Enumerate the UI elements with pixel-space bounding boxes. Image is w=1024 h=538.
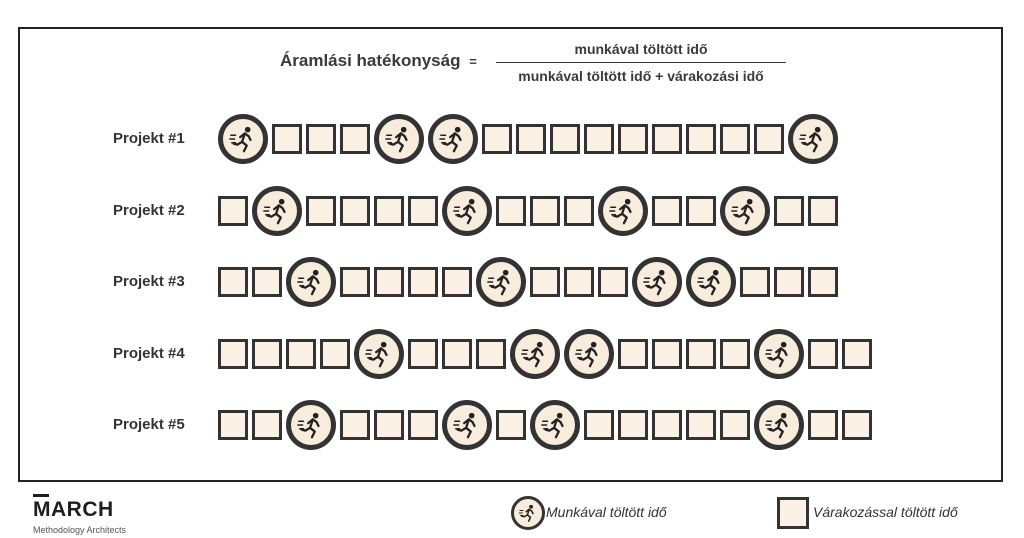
square-icon bbox=[252, 410, 282, 440]
square-icon bbox=[530, 196, 560, 226]
logo-mark bbox=[33, 494, 49, 497]
legend-square-icon bbox=[777, 497, 809, 529]
square-icon bbox=[686, 196, 716, 226]
square-icon bbox=[252, 267, 282, 297]
runner-icon bbox=[442, 186, 492, 236]
square-icon bbox=[720, 339, 750, 369]
square-icon bbox=[340, 196, 370, 226]
runner-icon bbox=[754, 400, 804, 450]
square-icon bbox=[218, 196, 248, 226]
runner-icon bbox=[632, 257, 682, 307]
square-icon bbox=[516, 124, 546, 154]
brand-tagline: Methodology Architects bbox=[33, 525, 127, 535]
square-icon bbox=[482, 124, 512, 154]
formula-label: Áramlási hatékonyság bbox=[280, 51, 461, 70]
runner-icon bbox=[530, 400, 580, 450]
square-icon bbox=[272, 124, 302, 154]
runner-icon bbox=[428, 114, 478, 164]
square-icon bbox=[652, 410, 682, 440]
square-icon bbox=[218, 267, 248, 297]
runner-icon bbox=[754, 329, 804, 379]
square-icon bbox=[442, 267, 472, 297]
square-icon bbox=[686, 124, 716, 154]
square-icon bbox=[584, 410, 614, 440]
square-icon bbox=[340, 410, 370, 440]
square-icon bbox=[686, 410, 716, 440]
square-icon bbox=[720, 410, 750, 440]
square-icon bbox=[808, 410, 838, 440]
runner-icon bbox=[720, 186, 770, 236]
square-icon bbox=[618, 124, 648, 154]
runner-icon bbox=[476, 257, 526, 307]
square-icon bbox=[476, 339, 506, 369]
square-icon bbox=[496, 410, 526, 440]
square-icon bbox=[306, 124, 336, 154]
formula-left bbox=[280, 51, 477, 71]
runner-icon bbox=[218, 114, 268, 164]
square-icon bbox=[320, 339, 350, 369]
square-icon bbox=[754, 124, 784, 154]
square-icon bbox=[306, 196, 336, 226]
square-icon bbox=[618, 339, 648, 369]
formula-fraction-line bbox=[496, 62, 786, 63]
runner-icon bbox=[442, 400, 492, 450]
runner-icon bbox=[286, 400, 336, 450]
project-label: Projekt #1 bbox=[113, 130, 185, 147]
square-icon bbox=[720, 124, 750, 154]
square-icon bbox=[408, 410, 438, 440]
runner-icon bbox=[354, 329, 404, 379]
square-icon bbox=[218, 410, 248, 440]
square-icon bbox=[842, 339, 872, 369]
square-icon bbox=[408, 339, 438, 369]
square-icon bbox=[340, 267, 370, 297]
square-icon bbox=[530, 267, 560, 297]
square-icon bbox=[252, 339, 282, 369]
legend-runner-icon bbox=[511, 496, 545, 530]
runner-icon bbox=[564, 329, 614, 379]
square-icon bbox=[618, 410, 648, 440]
square-icon bbox=[842, 410, 872, 440]
square-icon bbox=[584, 124, 614, 154]
square-icon bbox=[740, 267, 770, 297]
brand-logo: MARCH bbox=[33, 498, 114, 521]
project-label: Projekt #4 bbox=[113, 344, 185, 362]
legend-work-label: Munkával töltött idő bbox=[546, 504, 667, 520]
square-icon bbox=[374, 410, 404, 440]
formula-equals: = bbox=[469, 54, 477, 69]
square-icon bbox=[652, 124, 682, 154]
square-icon bbox=[686, 339, 716, 369]
formula-denominator: munkával töltött idő + várakozási idő bbox=[518, 68, 764, 84]
square-icon bbox=[564, 267, 594, 297]
square-icon bbox=[774, 196, 804, 226]
square-icon bbox=[218, 339, 248, 369]
square-icon bbox=[808, 196, 838, 226]
square-icon bbox=[808, 339, 838, 369]
formula-numerator: munkával töltött idő bbox=[574, 41, 708, 57]
runner-icon bbox=[510, 329, 560, 379]
square-icon bbox=[550, 124, 580, 154]
square-icon bbox=[774, 267, 804, 297]
square-icon bbox=[408, 196, 438, 226]
runner-icon bbox=[788, 114, 838, 164]
runner-icon bbox=[286, 257, 336, 307]
square-icon bbox=[442, 339, 472, 369]
square-icon bbox=[808, 267, 838, 297]
project-label: Projekt #2 bbox=[113, 201, 185, 219]
square-icon bbox=[652, 196, 682, 226]
square-icon bbox=[374, 267, 404, 297]
square-icon bbox=[408, 267, 438, 297]
square-icon bbox=[564, 196, 594, 226]
runner-icon bbox=[686, 257, 736, 307]
runner-icon bbox=[598, 186, 648, 236]
square-icon bbox=[286, 339, 316, 369]
square-icon bbox=[374, 196, 404, 226]
square-icon bbox=[340, 124, 370, 154]
square-icon bbox=[652, 339, 682, 369]
square-icon bbox=[496, 196, 526, 226]
project-label: Projekt #3 bbox=[113, 273, 185, 290]
legend-wait-label: Várakozással töltött idő bbox=[813, 504, 958, 520]
square-icon bbox=[598, 267, 628, 297]
runner-icon bbox=[374, 114, 424, 164]
project-label: Projekt #5 bbox=[113, 416, 185, 433]
runner-icon bbox=[252, 186, 302, 236]
